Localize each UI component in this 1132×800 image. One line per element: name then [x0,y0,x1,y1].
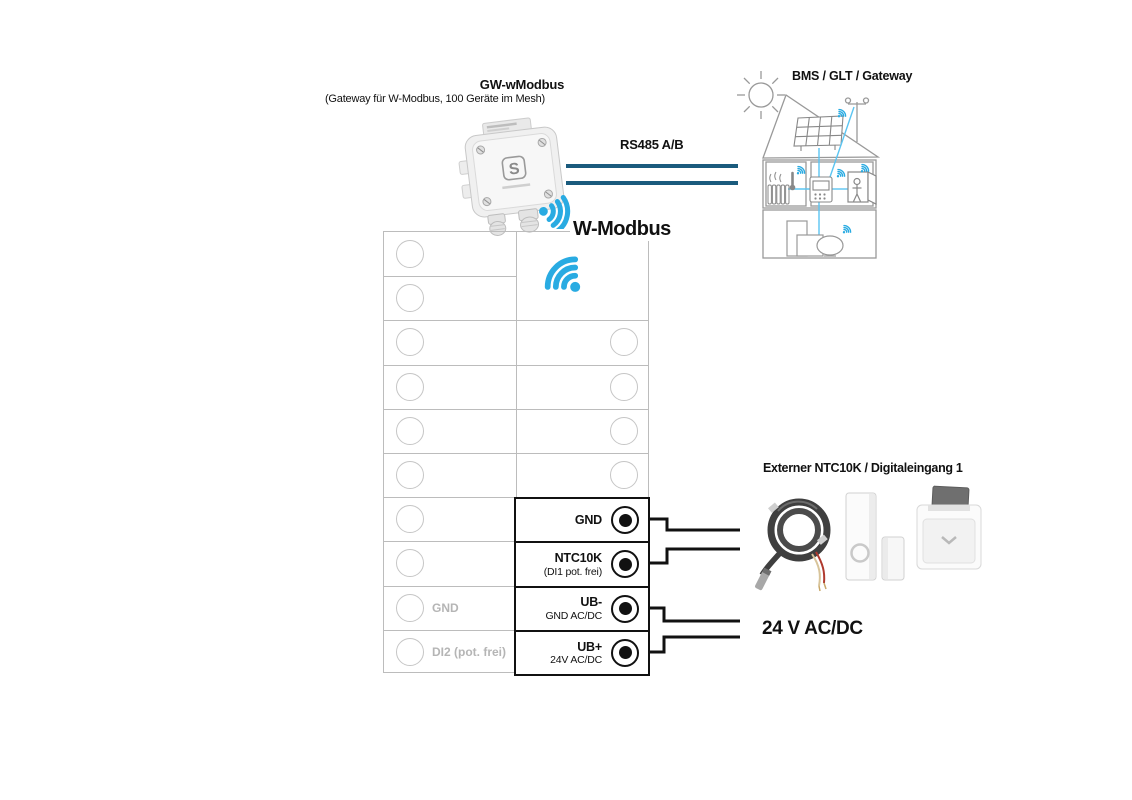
external-devices-label: Externer NTC10K / Digitaleingang 1 [763,461,963,475]
terminal-circle [396,284,424,312]
terminal-circle [396,240,424,268]
screw-terminal [611,506,639,534]
terminal-cell-sublabel: GND AC/DC [545,609,602,622]
key-card-switch-image [912,485,986,581]
terminal-circle [396,505,424,533]
wifi-icon [529,181,573,229]
terminal-circle [396,328,424,356]
terminal-cell-ub-plus [514,630,650,676]
terminal-circle [610,328,638,356]
terminal-circle [396,594,424,622]
power-supply-label: 24 V AC/DC [762,618,863,639]
terminal-label-di2: DI2 (pot. frei) [432,644,506,659]
screw-terminal [611,595,639,623]
screw-terminal [611,550,639,578]
terminal-cell-gnd [514,497,650,543]
terminal-cell-label: GND [574,513,602,528]
terminal-circle [396,461,424,489]
door-contact-image [842,490,910,585]
wifi-icon [544,246,594,298]
terminal-circle [610,373,638,401]
terminal-cell-label: UB+ [577,639,602,654]
terminal-cell-sublabel: 24V AC/DC [550,654,602,667]
terminal-circle [610,417,638,445]
cable-sensor-image [753,486,843,592]
device-subtitle: (Gateway für W-Modbus, 100 Geräte im Mesh) [324,93,546,105]
svg-text:S: S [507,160,521,179]
terminal-cell-ub-minus [514,586,650,632]
terminal-circle [396,417,424,445]
device-title: GW-wModbus [479,77,565,92]
terminal-circle [396,549,424,577]
terminal-cell-label: UB- [580,595,602,610]
terminal-cell-sublabel: (DI1 pot. frei) [543,565,602,578]
terminal-circle [396,373,424,401]
wmodbus-label: W-Modbus [570,218,674,241]
rs485-label: RS485 A/B [620,137,684,152]
terminal-circle [396,638,424,666]
terminal-cell-ntc10k [514,541,650,587]
terminal-cell-label: NTC10K [554,551,602,566]
terminal-label-gnd: GND [432,600,459,615]
screw-terminal [611,639,639,667]
terminal-circle [610,461,638,489]
terminal-block [383,231,649,673]
bms-gateway-label: BMS / GLT / Gateway [792,69,913,83]
